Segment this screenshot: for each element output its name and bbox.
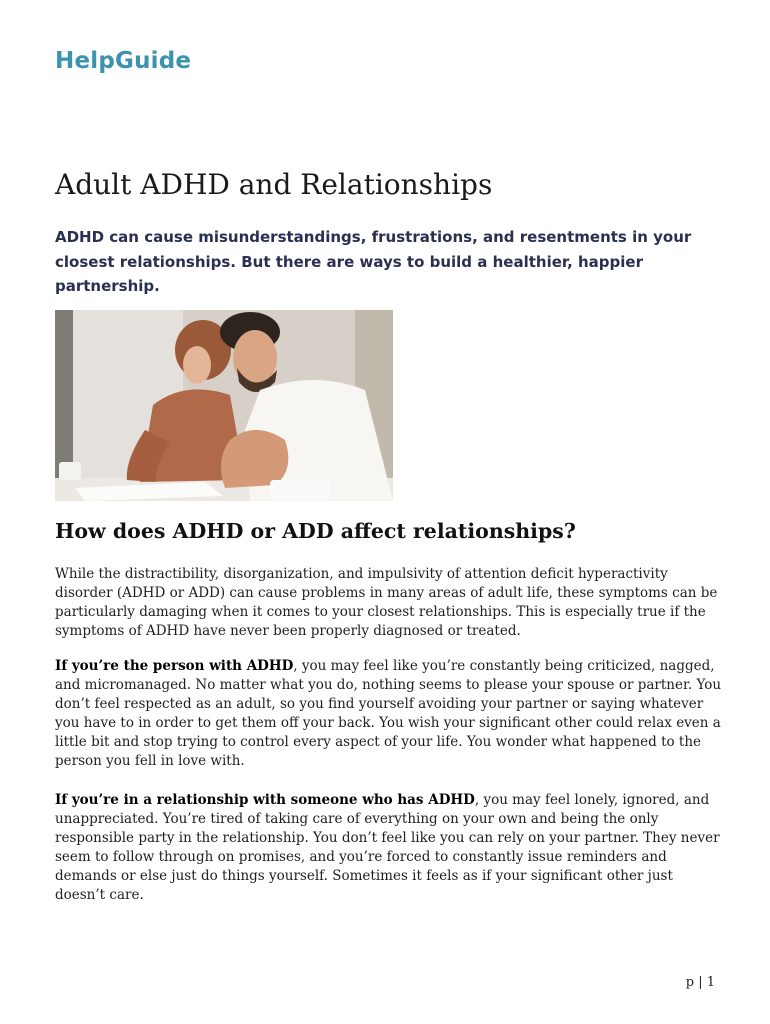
section-heading: How does ADHD or ADD affect relationships? bbox=[55, 519, 576, 543]
couple-photo bbox=[55, 310, 393, 501]
paragraph-2 bbox=[55, 657, 725, 772]
paragraph-2-body: , you may feel like you’re constantly being criticized, nagged, and micromanaged. No matter what you do, nothing seems to please your spouse or partner. You don’t feel respected as an adult, so you find yourself avoiding your partner or saying whatever you have to in order to get them off your back. You wish your significant other could relax even a little bit and stop trying to control every aspect of your life. You wonder what happened to the person you fell in love with. bbox=[55, 658, 722, 770]
paragraph-3 bbox=[55, 791, 725, 906]
paragraph-2-lead: If you’re the person with ADHD bbox=[55, 658, 294, 674]
paragraph-3-body: , you may feel lonely, ignored, and unappreciated. You’re tired of taking care of everything on your own and being the only responsible party in the relationship. You don’t feel like you can rely on your partner. They never seem to follow through on promises, and you’re forced to constantly issue reminders and demands or else just do things yourself. Sometimes it feels as if your significant other just doesn’t care. bbox=[55, 792, 720, 904]
couple-photo-illustration bbox=[55, 310, 393, 501]
paragraph-1: While the distractibility, disorganization, and impulsivity of attention deficit hyperactivity disorder (ADHD or ADD) can cause problems in many areas of adult life, these symptoms can be particularly damaging when it comes to your closest relationships. This is especially true if the symptoms of ADHD have never been properly diagnosed or treated. bbox=[55, 566, 718, 640]
helpguide-logo: HelpGuide bbox=[55, 48, 192, 74]
page-number: p | 1 bbox=[685, 975, 715, 990]
page-title: Adult ADHD and Relationships bbox=[55, 168, 493, 201]
article-intro: ADHD can cause misunderstandings, frustrations, and resentments in your closest relationships. But there are ways to build a healthier, happier partnership. bbox=[55, 228, 692, 295]
paragraph-3-lead: If you’re in a relationship with someone who has ADHD bbox=[55, 792, 475, 808]
